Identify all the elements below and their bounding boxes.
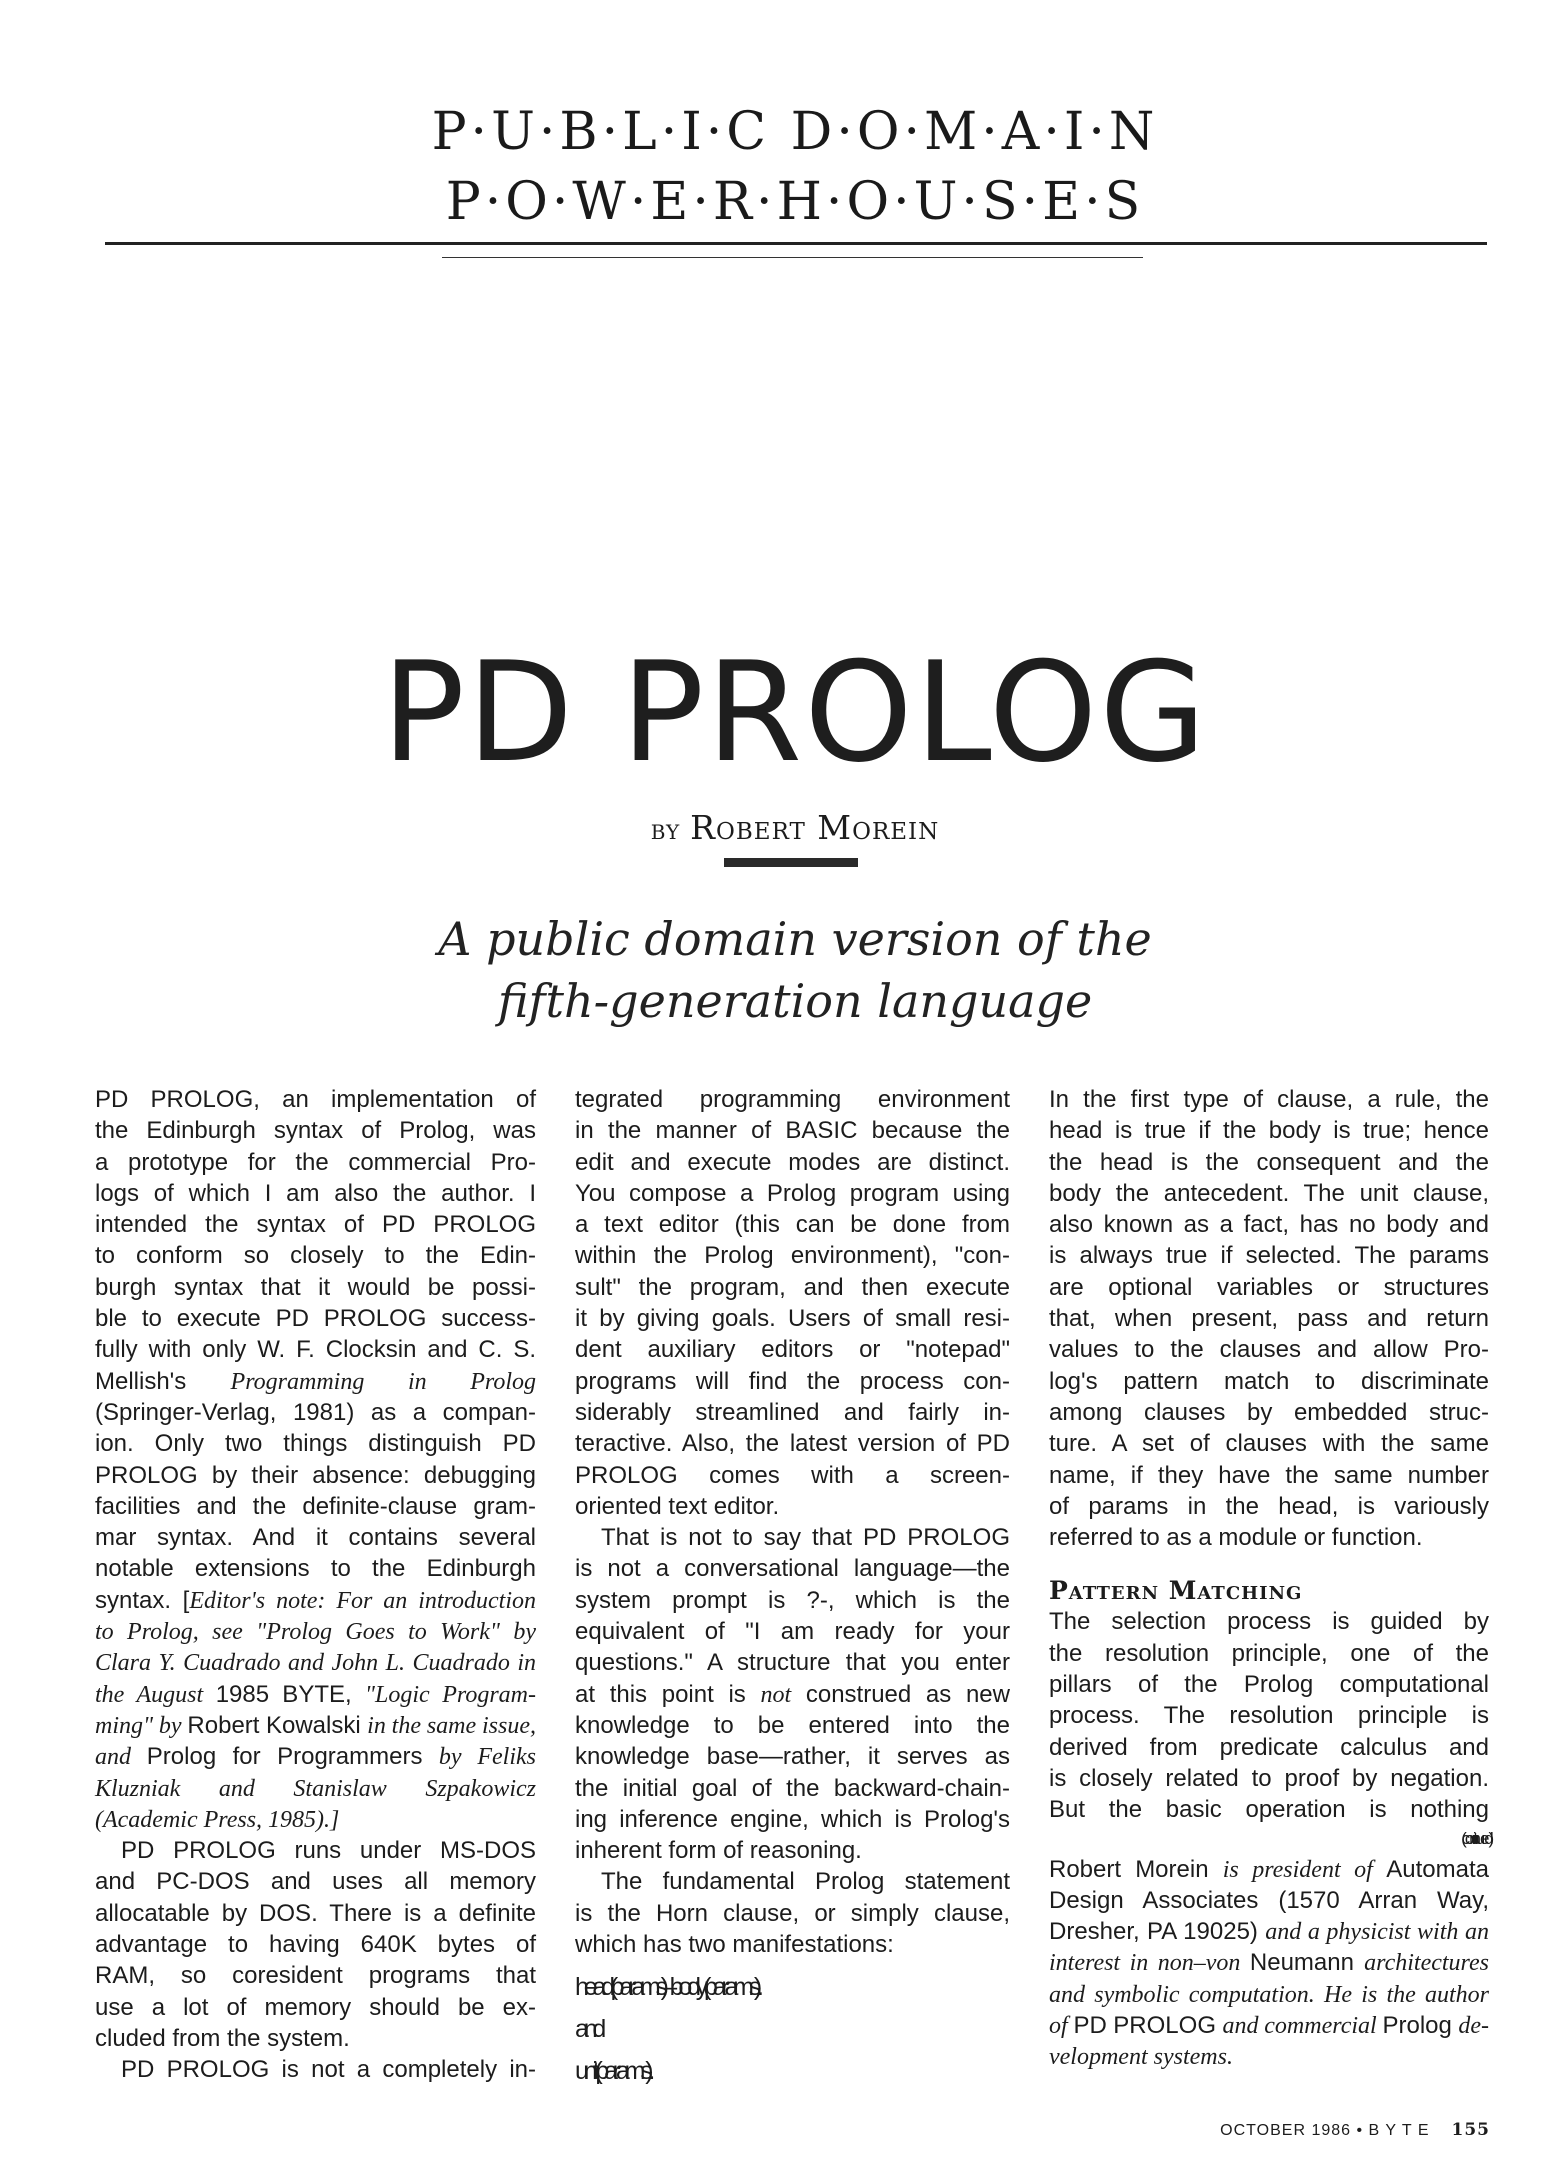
text-line	[95, 1804, 536, 1835]
text-line	[95, 2023, 536, 2054]
italic-text: not	[760, 1681, 792, 1708]
author-bio	[1049, 1854, 1489, 2073]
text-run: tegrated programming environment	[575, 1086, 1010, 1113]
article-title: PD PROLOG	[381, 632, 1209, 793]
text-run: PD PROLOG	[1073, 2012, 1223, 2040]
italic-text: Clara Y. Cuadrado and John L. Cuadrado in	[95, 1650, 536, 1677]
text-run: construed as new	[791, 1680, 1010, 1708]
text-run: Mellish's	[95, 1367, 231, 1395]
italic-text: "Logic Program-	[364, 1681, 536, 1708]
text-line	[1049, 1763, 1489, 1794]
text-line	[1049, 1732, 1489, 1763]
text-run: among clauses by embedded struc-	[1049, 1398, 1489, 1426]
text-run: system prompt is ?-, which is the	[575, 1586, 1010, 1614]
text-run: is always true if selected. The params	[1049, 1242, 1489, 1270]
article-deck	[0, 908, 1543, 1032]
text-run: ble to execute PD PROLOG success-	[95, 1305, 536, 1333]
text-line	[1049, 1916, 1489, 1947]
text-run: dent auxiliary editors or "notepad"	[575, 1336, 1010, 1364]
text-line	[95, 1898, 536, 1929]
text-line	[575, 1240, 1010, 1271]
text-line	[1049, 1947, 1489, 1978]
italic-text: by Feliks	[438, 1744, 537, 1771]
issue-line: OCTOBER 1986 • B Y T E	[1220, 2122, 1430, 2139]
text-line	[1049, 1303, 1489, 1334]
italic-text: Kluzniak and Stanislaw Szpakowicz	[95, 1775, 536, 1802]
text-line	[575, 1647, 1010, 1678]
section-kicker-line1: P·U·B·L·I·C D·O·M·A·I·N	[431, 102, 1159, 162]
text-run: use a lot of memory should be ex-	[95, 1993, 536, 2021]
text-run: knowledge base—rather, it serves as	[575, 1743, 1010, 1771]
text-line	[95, 1585, 536, 1616]
text-run: inherent form of reasoning.	[575, 1837, 862, 1865]
text-line	[1049, 2010, 1489, 2041]
text-run: to conform so closely to the Edin-	[95, 1242, 536, 1270]
text-run: The selection process is guided by	[1049, 1608, 1489, 1636]
text-run: The fundamental Prolog statement	[601, 1868, 1010, 1896]
text-run: are optional variables or structures	[1049, 1273, 1489, 1301]
text-line	[1049, 1522, 1489, 1553]
text-run: intended the syntax of PD PROLOG	[95, 1211, 536, 1239]
text-line	[1049, 2041, 1489, 2072]
text-run: edit and execute modes are distinct.	[575, 1148, 1010, 1176]
text-run: is not a conversational language—the	[575, 1555, 1010, 1583]
text-line	[1049, 1606, 1489, 1637]
text-run: head is true if the body is true; hence	[1049, 1117, 1489, 1145]
text-run: (Springer-Verlag, 1981) as a compan-	[95, 1398, 536, 1426]
column-3	[1049, 1084, 1489, 2073]
text-line	[95, 1147, 536, 1178]
italic-text: of	[1049, 2013, 1074, 2040]
text-line	[575, 1115, 1010, 1146]
italic-text: (Academic Press, 1985).]	[95, 1806, 340, 1833]
text-line	[95, 1084, 536, 1115]
text-line	[95, 1616, 536, 1647]
text-run: within the Prolog environment), "con-	[575, 1242, 1010, 1270]
text-run: log's pattern match to discriminate	[1049, 1367, 1489, 1395]
text-run: a prototype for the commercial Pro-	[95, 1148, 536, 1176]
text-line	[575, 1147, 1010, 1178]
text-run: ion. Only two things distinguish PD	[95, 1430, 536, 1458]
text-line	[575, 1397, 1010, 1428]
text-run: Robert Morein	[1049, 1855, 1223, 1883]
text-run: notable extensions to the Edinburgh	[95, 1555, 536, 1583]
text-run: body the antecedent. The unit clause,	[1049, 1179, 1489, 1207]
text-run: the initial goal of the backward-chain-	[575, 1774, 1010, 1802]
text-line	[575, 1522, 1010, 1553]
text-line	[575, 1679, 1010, 1710]
text-run: it by giving goals. Users of small resi-	[575, 1305, 1010, 1333]
text-run: process. The resolution principle is	[1049, 1702, 1489, 1730]
page-footer	[1200, 2120, 1490, 2140]
deck-line: fifth-generation language	[497, 974, 1093, 1028]
text-run: burgh syntax that it would be possi-	[95, 1273, 536, 1301]
italic-text: and a physicist with an	[1265, 1919, 1489, 1946]
text-line	[95, 1679, 536, 1710]
text-run: Dresher, PA 19025)	[1049, 1918, 1266, 1946]
text-run: Automata	[1386, 1855, 1489, 1883]
text-line	[95, 1835, 536, 1866]
text-line	[575, 1898, 1010, 1929]
text-line	[95, 1491, 536, 1522]
italic-text: and commercial	[1222, 2013, 1383, 2040]
italic-text: and symbolic computation. He is the author	[1049, 1981, 1489, 2008]
text-run: a text editor (this can be done from	[575, 1211, 1010, 1239]
byline-bar	[724, 858, 858, 867]
text-line	[1049, 1979, 1489, 2010]
text-line	[575, 1303, 1010, 1334]
text-line	[575, 1835, 1010, 1866]
text-line	[575, 1334, 1010, 1365]
text-run: and PC-DOS and uses all memory	[95, 1868, 536, 1896]
text-line	[575, 1585, 1010, 1616]
text-line	[1049, 1147, 1489, 1178]
text-run: RAM, so coresident programs that	[95, 1962, 536, 1990]
text-run: programs will find the process con-	[575, 1367, 1010, 1395]
text-run: Neumann	[1249, 1949, 1365, 1977]
text-line	[95, 1929, 536, 1960]
text-line	[1049, 1334, 1489, 1365]
column-2	[575, 1084, 1010, 2092]
italic-text: velopment systems.	[1049, 2044, 1233, 2071]
text-line	[95, 1115, 536, 1146]
text-run: PROLOG comes with a screen-	[575, 1461, 1010, 1489]
text-line	[1049, 1885, 1489, 1916]
text-line	[95, 1209, 536, 1240]
text-run: Design Associates (1570 Arran Way,	[1049, 1886, 1489, 1914]
text-line	[95, 1992, 536, 2023]
text-run: is the Horn clause, or simply clause,	[575, 1899, 1010, 1927]
text-line	[95, 1334, 536, 1365]
italic-text: and	[95, 1744, 147, 1771]
text-run: siderably streamlined and fairly in-	[575, 1398, 1010, 1426]
text-run: equivalent of "I am ready for your	[575, 1618, 1010, 1646]
text-line	[575, 1178, 1010, 1209]
text-line	[95, 1460, 536, 1491]
text-line	[1049, 1854, 1489, 1885]
text-line	[575, 1366, 1010, 1397]
text-line	[95, 1647, 536, 1678]
text-run: values to the clauses and allow Pro-	[1049, 1336, 1489, 1364]
text-run: ing inference engine, which is Prolog's	[575, 1805, 1010, 1833]
text-line	[575, 1428, 1010, 1459]
text-line	[575, 1710, 1010, 1741]
text-run: advantage to having 640K bytes of	[95, 1931, 536, 1959]
text-line	[575, 1491, 1010, 1522]
text-line	[95, 1741, 536, 1772]
text-run: referred to as a module or function.	[1049, 1524, 1423, 1552]
byline-by: by	[650, 813, 681, 846]
text-line	[1049, 1366, 1489, 1397]
text-run: facilities and the definite-clause gram-	[95, 1492, 536, 1520]
text-line	[1049, 1460, 1489, 1491]
text-line	[575, 1929, 1010, 1960]
text-line	[1049, 1084, 1489, 1115]
text-run: teractive. Also, the latest version of PD	[575, 1430, 1010, 1458]
text-line	[575, 1084, 1010, 1115]
text-run: derived from predicate calculus and	[1049, 1733, 1489, 1761]
text-run: of params in the head, is variously	[1049, 1492, 1489, 1520]
text-line	[95, 1960, 536, 1991]
text-line	[95, 1272, 536, 1303]
text-line	[95, 1397, 536, 1428]
text-line	[1049, 1428, 1489, 1459]
text-line	[575, 1460, 1010, 1491]
text-run: name, if they have the same number	[1049, 1461, 1489, 1489]
text-line	[1049, 1700, 1489, 1731]
text-run: cluded from the system.	[95, 2024, 350, 2052]
text-run: knowledge to be entered into the	[575, 1711, 1010, 1739]
text-run: also known as a fact, has no body and	[1049, 1211, 1489, 1239]
byline-author: Robert Morein	[690, 808, 940, 847]
text-line	[95, 1866, 536, 1897]
italic-text: architectures	[1364, 1950, 1489, 1977]
italic-text: ming" by	[95, 1712, 188, 1739]
text-run: oriented text editor.	[575, 1492, 780, 1520]
text-run: fully with only W. F. Clocksin and C. S.	[95, 1336, 536, 1364]
text-run: sult" the program, and then execute	[575, 1273, 1010, 1301]
italic-text: Editor's note: For an introduction	[189, 1587, 536, 1614]
italic-text: is president of	[1222, 1856, 1387, 1883]
text-line	[1049, 1638, 1489, 1669]
text-run: at this point is	[575, 1680, 761, 1708]
text-run: that, when present, pass and return	[1049, 1305, 1489, 1333]
text-run: ture. A set of clauses with the same	[1049, 1430, 1489, 1458]
text-run: In the first type of clause, a rule, the	[1049, 1086, 1489, 1113]
text-line	[95, 1710, 536, 1741]
header-rule-thin	[442, 257, 1143, 258]
text-line	[95, 1773, 536, 1804]
text-run: PD PROLOG, an implementation of	[95, 1086, 536, 1113]
text-line	[575, 1773, 1010, 1804]
text-run: allocatable by DOS. There is a definite	[95, 1899, 536, 1927]
code-unit-clause: unit( params ).	[575, 2057, 651, 2086]
text-run: PD PROLOG is not a completely in-	[121, 2056, 536, 2084]
text-run: You compose a Prolog program using	[575, 1179, 1010, 1207]
text-line	[1049, 1115, 1489, 1146]
text-line	[575, 1553, 1010, 1584]
text-line	[95, 1178, 536, 1209]
text-line	[95, 1240, 536, 1271]
continued-note: (continued)	[1461, 1828, 1489, 1848]
text-line	[575, 1866, 1010, 1897]
text-run: syntax. [	[95, 1586, 190, 1614]
italic-text: interest in non–von	[1049, 1950, 1250, 1977]
text-run: But the basic operation is nothing	[1049, 1796, 1489, 1824]
code-and: and	[575, 2015, 602, 2044]
text-run: Prolog for Programmers	[146, 1743, 439, 1771]
text-line	[95, 1303, 536, 1334]
page-number: 155	[1451, 2120, 1490, 2140]
text-line	[95, 2054, 536, 2085]
byline	[0, 808, 1543, 847]
text-line	[1049, 1491, 1489, 1522]
section-heading: Pattern Matching	[1049, 1576, 1303, 1606]
italic-text: de-	[1458, 2013, 1490, 2040]
deck-line: A public domain version of the	[438, 912, 1152, 966]
text-line	[575, 1804, 1010, 1835]
italic-text: Programming in Prolog	[230, 1368, 536, 1395]
text-line	[1049, 1240, 1489, 1271]
text-line	[575, 1272, 1010, 1303]
section-kicker-line2: P·O·W·E·R·H·O·U·S·E·S	[445, 172, 1145, 232]
text-run: Robert Kowalski	[187, 1711, 368, 1739]
text-line	[1049, 1178, 1489, 1209]
text-line	[95, 1366, 536, 1397]
text-line	[575, 1741, 1010, 1772]
text-line	[1049, 1794, 1489, 1825]
text-line	[1049, 1397, 1489, 1428]
text-line	[1049, 1209, 1489, 1240]
text-run: is closely related to proof by negation.	[1049, 1764, 1489, 1792]
text-line	[575, 1209, 1010, 1240]
text-line	[1049, 1669, 1489, 1700]
italic-text: to Prolog, see "Prolog Goes to Work" by	[95, 1619, 536, 1646]
text-line	[95, 1553, 536, 1584]
text-run: Prolog	[1382, 2012, 1459, 2040]
text-line	[95, 1522, 536, 1553]
column-1	[95, 1084, 536, 2086]
text-run: PROLOG by their absence: debugging	[95, 1461, 536, 1489]
text-run: That is not to say that PD PROLOG	[601, 1524, 1010, 1552]
text-run: which has two manifestations:	[575, 1931, 894, 1959]
italic-text: the August	[95, 1681, 216, 1708]
text-run: pillars of the Prolog computational	[1049, 1671, 1489, 1699]
italic-text: in the same issue,	[367, 1712, 537, 1739]
text-run: the resolution principle, one of the	[1049, 1639, 1489, 1667]
text-run: PD PROLOG runs under MS-DOS	[121, 1837, 536, 1865]
text-run: the head is the consequent and the	[1049, 1148, 1489, 1176]
text-run: the Edinburgh syntax of Prolog, was	[95, 1117, 536, 1145]
text-line	[575, 1616, 1010, 1647]
text-run: mar syntax. And it contains several	[95, 1524, 536, 1552]
header-rule	[105, 242, 1487, 245]
code-rule-clause: head( params ) :– body( params ).	[575, 1973, 759, 2002]
text-run: in the manner of BASIC because the	[575, 1117, 1010, 1145]
text-run: logs of which I am also the author. I	[95, 1179, 536, 1207]
text-run: questions." A structure that you enter	[575, 1649, 1010, 1677]
text-line	[1049, 1272, 1489, 1303]
text-run: 1985 BYTE,	[215, 1680, 365, 1708]
text-line	[95, 1428, 536, 1459]
